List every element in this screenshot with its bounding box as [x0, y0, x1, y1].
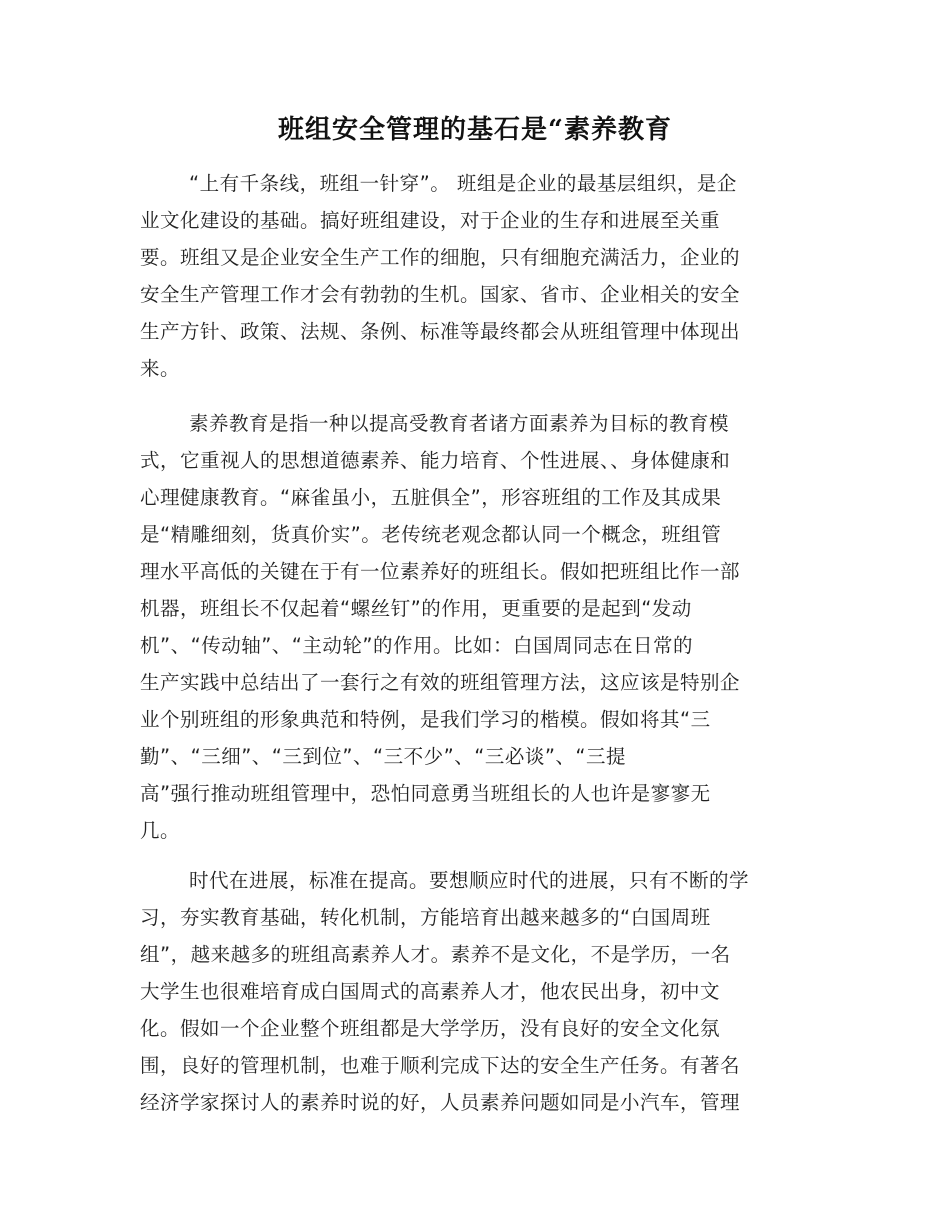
text-line: 业文化建设的基础。搞好班组建设，对于企业的生存和进展至关重 [140, 209, 721, 232]
text-line: 几。 [140, 819, 181, 842]
paragraph-1 [140, 165, 810, 387]
text-line: “上有千条线，班组一针穿”。 班组是企业的最基层组织，是企 [189, 172, 737, 195]
text-line: 习，夯实教育基础，转化机制，方能培育出越来越多的“白国周班 [140, 906, 711, 929]
text-line: 安全生产管理工作才会有勃勃的生机。国家、省市、企业相关的安全 [140, 283, 741, 306]
paragraph-2 [140, 405, 810, 849]
text-line: 素养教育是指一种以提高受教育者诸方面素养为目标的教育模 [189, 412, 730, 435]
document-title: 班组安全管理的基石是“素养教育 [278, 115, 672, 145]
text-line: 式，它重视人的思想道德素养、能力培育、个性进展、、身体健康和 [140, 449, 731, 472]
paragraph-3 [140, 862, 810, 1121]
text-line: 理水平高低的关键在于有一位素养好的班组长。假如把班组比作一部 [140, 560, 741, 583]
text-line: 机”、“传动轴”、“主动轮”的作用。比如：白国周同志在日常的 [140, 634, 694, 657]
text-line: 来。 [140, 357, 181, 380]
text-line: 围，良好的管理机制，也难于顺利完成下达的安全生产任务。有著名 [140, 1054, 741, 1077]
text-line: 高”强行推动班组管理中，恐怕同意勇当班组长的人也许是寥寥无 [140, 782, 711, 805]
text-line: 机器，班组长不仅起着“螺丝钉”的作用，更重要的是起到“发动 [140, 597, 692, 620]
text-line: 业个别班组的形象典范和特例，是我们学习的楷模。假如将其“三 [140, 708, 711, 731]
text-line: 是“精雕细刻，货真价实”。老传统老观念都认同一个概念，班组管 [140, 523, 722, 546]
text-line: 组”，越来越多的班组高素养人才。素养不是文化，不是学历，一名 [140, 943, 731, 966]
text-line: 大学生也很难培育成白国周式的高素养人才，他农民出身，初中文 [140, 980, 721, 1003]
text-line: 心理健康教育。“麻雀虽小，五脏俱全”，形容班组的工作及其成果 [140, 486, 722, 509]
text-line: 生产方针、政策、法规、条例、标准等最终都会从班组管理中体现出 [140, 320, 741, 343]
text-line: 生产实践中总结出了一套行之有效的班组管理方法，这应该是特别企 [140, 671, 741, 694]
text-line: 勤”、“三细”、“三到位”、“三不少”、“三必谈”、“三提 [140, 745, 627, 768]
text-line: 经济学家探讨人的素养时说的好，人员素养问题如同是小汽车，管理 [140, 1091, 741, 1114]
text-line: 要。班组又是企业安全生产工作的细胞，只有细胞充满活力，企业的 [140, 246, 741, 269]
text-line: 化。假如一个企业整个班组都是大学学历，没有良好的安全文化氛 [140, 1017, 721, 1040]
text-line: 时代在进展，标准在提高。要想顺应时代的进展，只有不断的学 [189, 869, 750, 892]
